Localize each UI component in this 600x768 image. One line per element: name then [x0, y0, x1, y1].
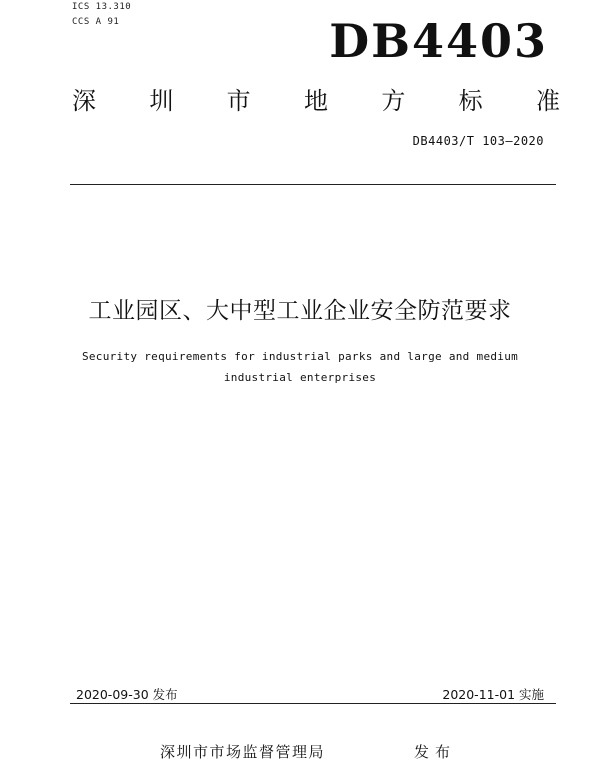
document-title-chinese: 工业园区、大中型工业企业安全防范要求 — [88, 298, 512, 324]
english-title-line: Security requirements for industrial parks and large and medium — [81, 350, 519, 363]
header-divider — [70, 184, 556, 185]
document-title-english — [60, 346, 540, 388]
category-char: 圳 — [149, 87, 174, 115]
issue-date: 2020-09-30 发布 — [76, 687, 178, 702]
issuing-authority: 深圳市市场监督管理局 — [160, 743, 326, 761]
ccs-code: CCS A 91 — [72, 17, 120, 27]
category-char: 地 — [303, 87, 328, 115]
category-char: 方 — [381, 87, 406, 115]
category-char: 准 — [535, 87, 560, 115]
standard-code-heading: DB4403 — [329, 14, 548, 68]
standard-category — [72, 86, 560, 116]
standard-number: DB4403/T 103—2020 — [412, 134, 544, 148]
category-char: 市 — [226, 87, 251, 115]
english-title-line: industrial enterprises — [223, 371, 377, 384]
footer-divider — [70, 703, 556, 704]
category-char: 深 — [72, 87, 96, 115]
category-char: 标 — [458, 87, 483, 115]
issue-label: 发布 — [414, 743, 457, 761]
ics-code: ICS 13.310 — [72, 2, 132, 12]
implementation-date: 2020-11-01 实施 — [442, 687, 544, 702]
